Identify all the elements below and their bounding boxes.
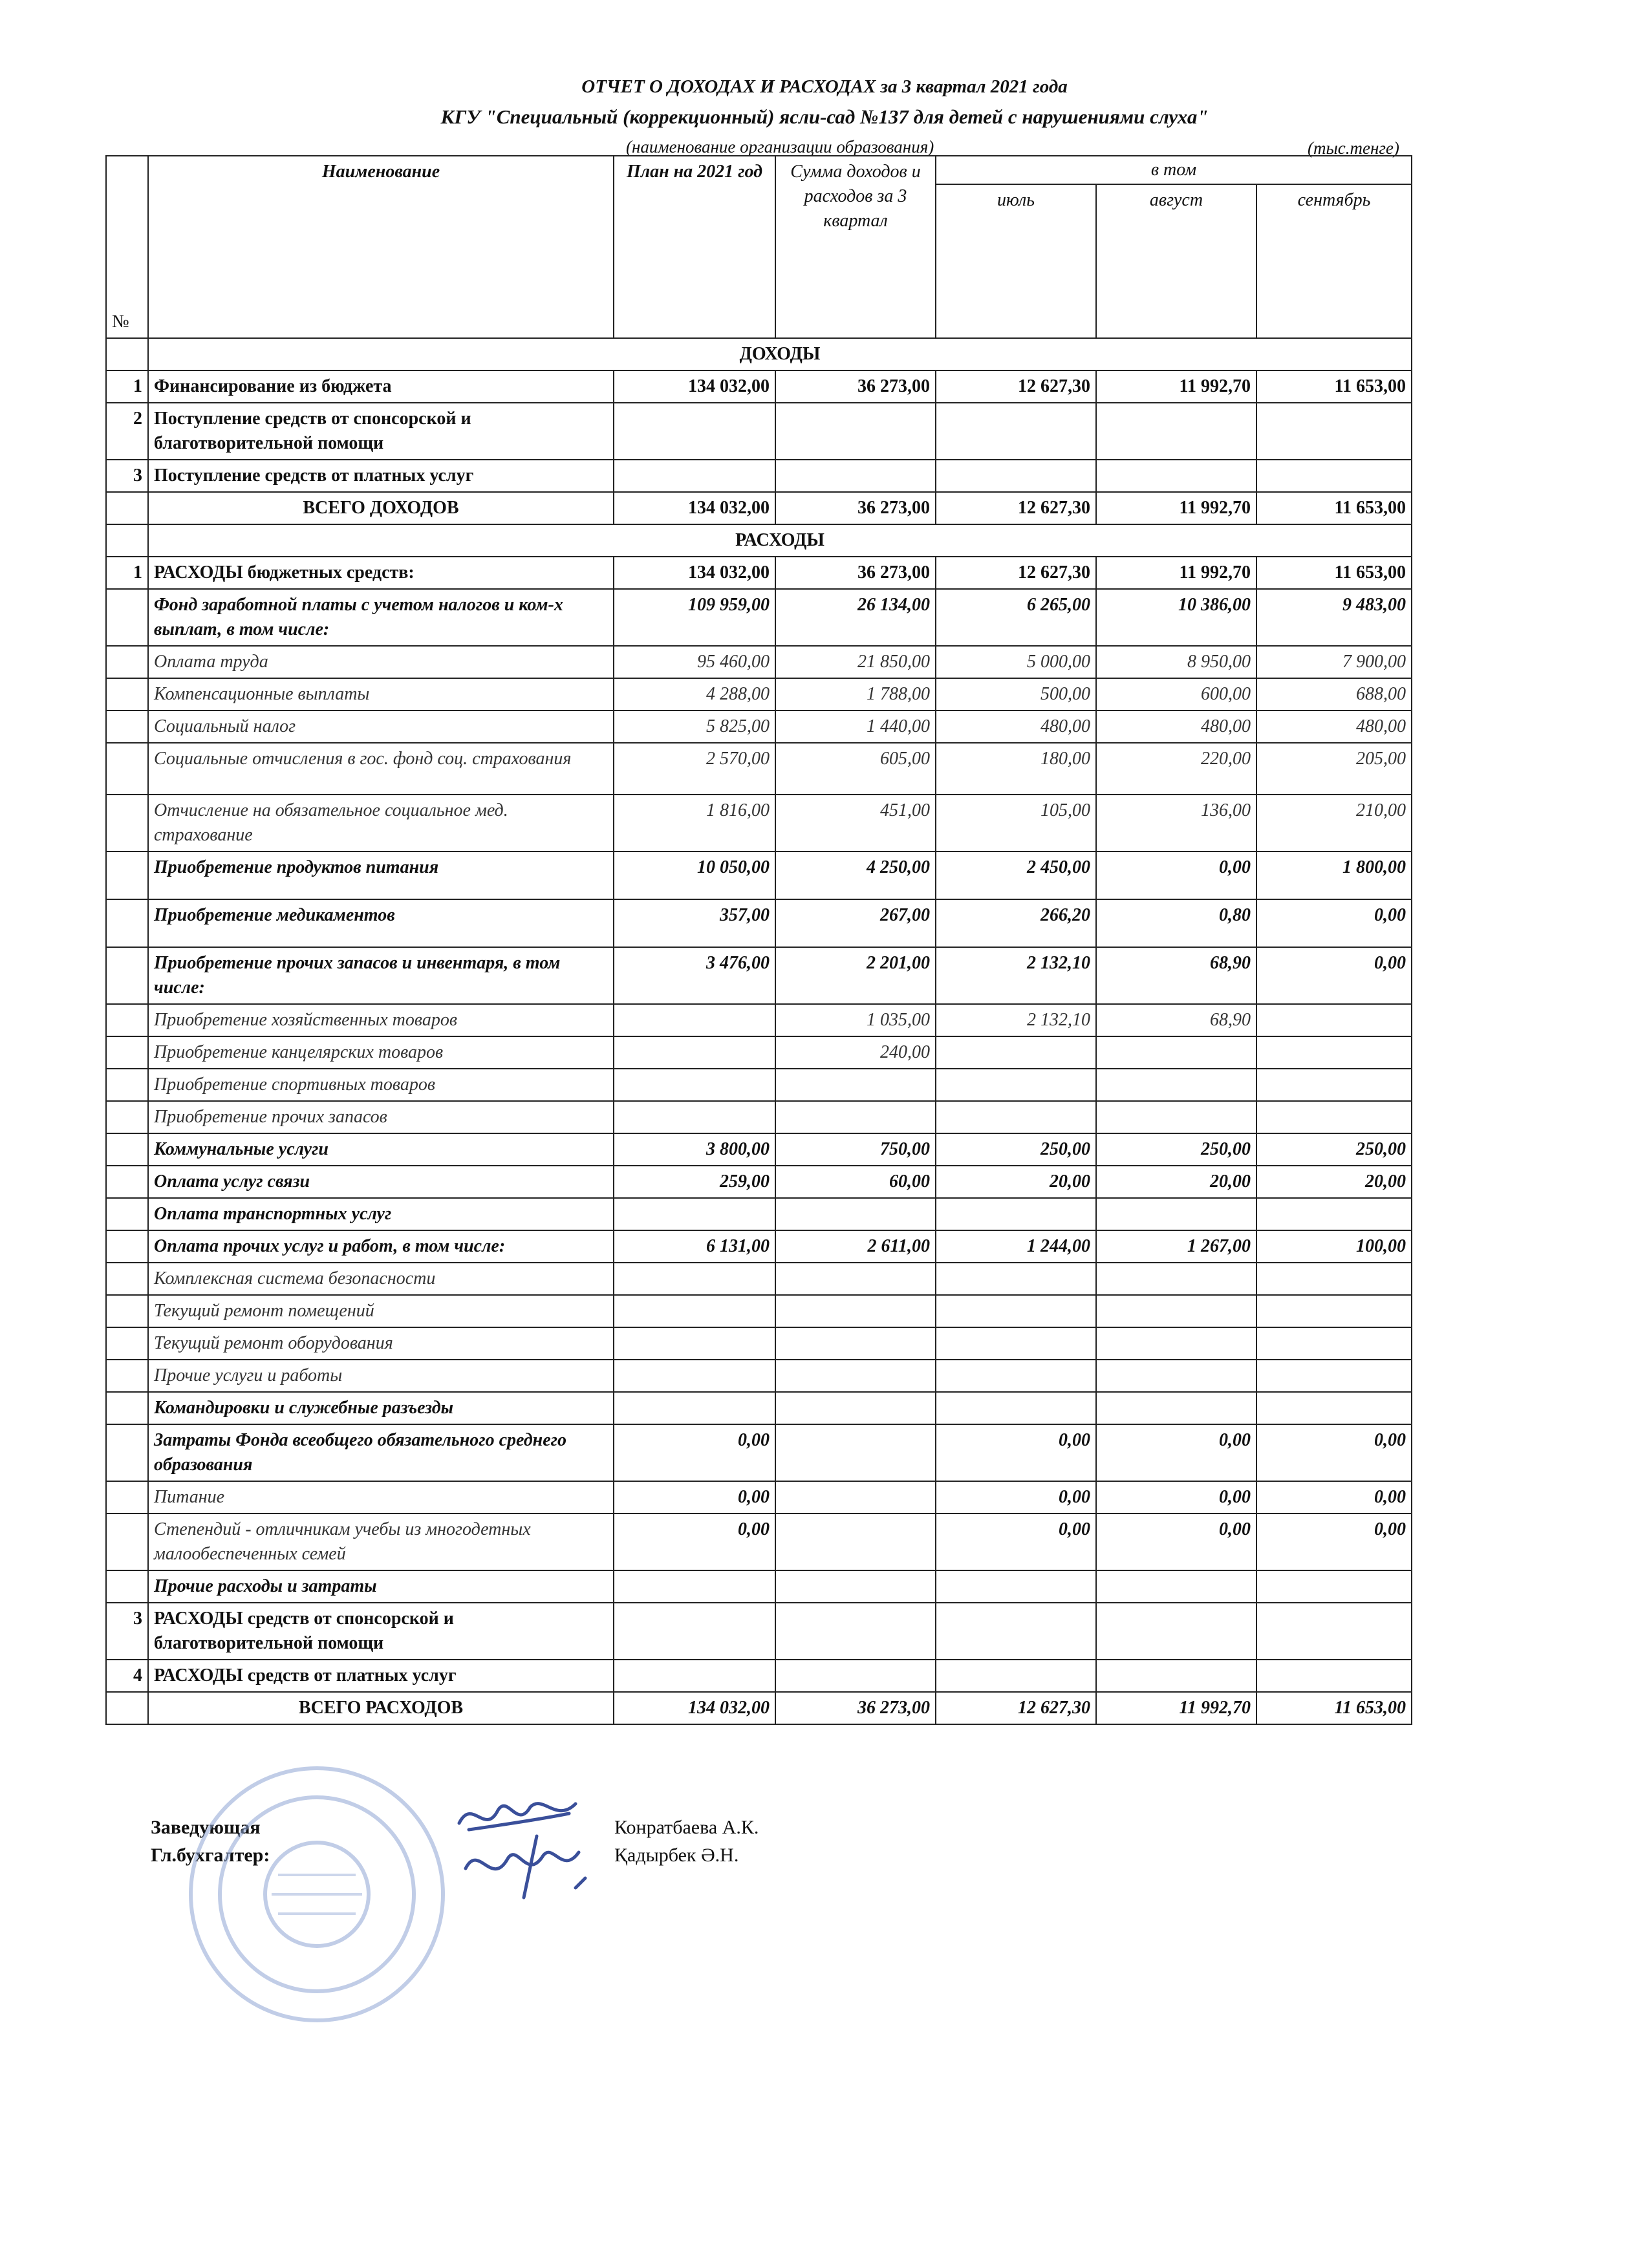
row-number [106, 1570, 148, 1603]
cell-plan: 357,00 [614, 899, 775, 947]
row-number: 4 [106, 1660, 148, 1692]
row-number [106, 1133, 148, 1166]
cell-sum: 605,00 [775, 743, 936, 795]
cell-m3: 20,00 [1256, 1166, 1412, 1198]
row-name: Прочие расходы и затраты [148, 1570, 614, 1603]
cell-plan [614, 403, 775, 460]
cell-m3 [1256, 1570, 1412, 1603]
table-row [106, 795, 1412, 851]
row-number [106, 1481, 148, 1514]
row-name: Степендий - отличникам учебы из многодетных малообеспеченных семей [148, 1514, 614, 1570]
cell-m3: 1 800,00 [1256, 851, 1412, 899]
cell-sum [775, 1198, 936, 1230]
cell-plan [614, 1295, 775, 1327]
row-name: Приобретение прочих запасов [148, 1101, 614, 1133]
cell-plan: 6 131,00 [614, 1230, 775, 1263]
table-row [106, 1004, 1412, 1036]
table-row [106, 711, 1412, 743]
col-july-header: июль [936, 184, 1096, 338]
cell-m2: 0,00 [1096, 1424, 1256, 1481]
cell-sum [775, 1481, 936, 1514]
row-name: ВСЕГО ДОХОДОВ [148, 492, 614, 524]
cell-m1: 0,00 [936, 1424, 1096, 1481]
table-row [106, 1392, 1412, 1424]
row-number [106, 1295, 148, 1327]
row-name: Питание [148, 1481, 614, 1514]
section-expense [106, 524, 1412, 557]
cell-m1 [936, 1392, 1096, 1424]
cell-m1 [936, 1660, 1096, 1692]
section-income-label: ДОХОДЫ [148, 338, 1412, 370]
table-row [106, 1660, 1412, 1692]
cell-plan [614, 1004, 775, 1036]
cell-m1: 6 265,00 [936, 589, 1096, 646]
row-name: РАСХОДЫ средств от спонсорской и благотворительной помощи [148, 1603, 614, 1660]
cell-plan [614, 1069, 775, 1101]
row-number [106, 1198, 148, 1230]
cell-m1: 12 627,30 [936, 1692, 1096, 1724]
row-name: Затраты Фонда всеобщего обязательного среднего образования [148, 1424, 614, 1481]
cell-sum [775, 1295, 936, 1327]
section-income [106, 338, 1412, 370]
row-name: Финансирование из бюджета [148, 370, 614, 403]
cell-sum [775, 403, 936, 460]
row-number [106, 678, 148, 711]
row-number [106, 1392, 148, 1424]
cell-sum: 1 035,00 [775, 1004, 936, 1036]
cell-plan: 3 800,00 [614, 1133, 775, 1166]
table-row [106, 646, 1412, 678]
report-title: ОТЧЕТ О ДОХОДАХ И РАСХОДАХ за 3 квартал 2021 года [581, 76, 1068, 97]
cell-plan: 259,00 [614, 1166, 775, 1198]
cell-m1: 105,00 [936, 795, 1096, 851]
cell-m1 [936, 1263, 1096, 1295]
cell-m1 [936, 1198, 1096, 1230]
cell-m1 [936, 460, 1096, 492]
cell-m3: 11 653,00 [1256, 370, 1412, 403]
cell-m3 [1256, 1004, 1412, 1036]
row-name: Прочие услуги и работы [148, 1360, 614, 1392]
table-row [106, 1230, 1412, 1263]
cell-sum: 750,00 [775, 1133, 936, 1166]
row-name: Социальный налог [148, 711, 614, 743]
cell-m1: 12 627,30 [936, 492, 1096, 524]
col-september-header: сентябрь [1256, 184, 1412, 338]
table-row [106, 1360, 1412, 1392]
row-name: РАСХОДЫ бюджетных средств: [148, 557, 614, 589]
cell-m3: 0,00 [1256, 1514, 1412, 1570]
cell-m1 [936, 1603, 1096, 1660]
cell-plan [614, 1036, 775, 1069]
row-number [106, 899, 148, 947]
row-number [106, 851, 148, 899]
accountant-signature-label: Гл.бухгалтер: [151, 1845, 270, 1866]
row-name: Приобретение медикаментов [148, 899, 614, 947]
row-name: Компенсационные выплаты [148, 678, 614, 711]
row-number [106, 795, 148, 851]
table-row [106, 899, 1412, 947]
row-name: Приобретение спортивных товаров [148, 1069, 614, 1101]
row-name: Оплата труда [148, 646, 614, 678]
cell-m2: 136,00 [1096, 795, 1256, 851]
cell-sum [775, 1514, 936, 1570]
cell-sum: 2 201,00 [775, 947, 936, 1004]
table-row [106, 1069, 1412, 1101]
cell-plan: 4 288,00 [614, 678, 775, 711]
cell-m3: 0,00 [1256, 1424, 1412, 1481]
cell-m1 [936, 1327, 1096, 1360]
table-row [106, 947, 1412, 1004]
row-name: Приобретение продуктов питания [148, 851, 614, 899]
cell-m3 [1256, 1069, 1412, 1101]
cell-m3 [1256, 1036, 1412, 1069]
table-row [106, 589, 1412, 646]
row-name: Приобретение канцелярских товаров [148, 1036, 614, 1069]
row-name: Поступление средств от спонсорской и благотворительной помощи [148, 403, 614, 460]
cell-plan: 0,00 [614, 1514, 775, 1570]
row-name: Приобретение хозяйственных товаров [148, 1004, 614, 1036]
cell-m3 [1256, 1360, 1412, 1392]
cell-m3: 480,00 [1256, 711, 1412, 743]
cell-plan [614, 1603, 775, 1660]
col-plan-header: План на 2021 год [614, 156, 775, 338]
cell-plan: 2 570,00 [614, 743, 775, 795]
row-number [106, 589, 148, 646]
cell-plan: 0,00 [614, 1481, 775, 1514]
cell-m2: 0,00 [1096, 1481, 1256, 1514]
cell-m1: 250,00 [936, 1133, 1096, 1166]
row-number [106, 1360, 148, 1392]
cell-m2: 480,00 [1096, 711, 1256, 743]
cell-m2 [1096, 460, 1256, 492]
cell-m2 [1096, 1036, 1256, 1069]
cell-m2: 8 950,00 [1096, 646, 1256, 678]
row-number [106, 646, 148, 678]
col-name-header: Наименование [148, 156, 614, 338]
cell-sum: 36 273,00 [775, 557, 936, 589]
cell-m3 [1256, 403, 1412, 460]
cell-m1: 0,00 [936, 1481, 1096, 1514]
table-row [106, 1036, 1412, 1069]
table-row [106, 460, 1412, 492]
cell-m3 [1256, 1327, 1412, 1360]
cell-plan: 109 959,00 [614, 589, 775, 646]
cell-m1 [936, 1360, 1096, 1392]
row-name: РАСХОДЫ средств от платных услуг [148, 1660, 614, 1692]
row-number [106, 1514, 148, 1570]
cell-plan [614, 1101, 775, 1133]
cell-m2: 220,00 [1096, 743, 1256, 795]
cell-m1: 2 132,10 [936, 947, 1096, 1004]
head-name: Конратбаева А.К. [614, 1817, 759, 1838]
cell-plan: 95 460,00 [614, 646, 775, 678]
cell-m1: 180,00 [936, 743, 1096, 795]
table-row [106, 1327, 1412, 1360]
table-row [106, 1166, 1412, 1198]
table-row [106, 1692, 1412, 1724]
cell-m3: 250,00 [1256, 1133, 1412, 1166]
col-sum-header: Сумма доходов и расходов за 3 квартал [775, 156, 936, 338]
cell-m3: 688,00 [1256, 678, 1412, 711]
cell-m3: 100,00 [1256, 1230, 1412, 1263]
cell-m1: 500,00 [936, 678, 1096, 711]
row-name: Оплата транспортных услуг [148, 1198, 614, 1230]
row-name: Приобретение прочих запасов и инвентаря, в том числе: [148, 947, 614, 1004]
head-signature-label: Заведующая [151, 1817, 261, 1838]
cell-m2 [1096, 1392, 1256, 1424]
cell-sum [775, 1360, 936, 1392]
cell-m2 [1096, 1603, 1256, 1660]
cell-m1: 1 244,00 [936, 1230, 1096, 1263]
row-number: 1 [106, 370, 148, 403]
organization-caption: (наименование организации образования) [626, 137, 934, 156]
cell-m2: 11 992,70 [1096, 492, 1256, 524]
cell-m3 [1256, 1101, 1412, 1133]
cell-sum [775, 460, 936, 492]
row-number [106, 1036, 148, 1069]
cell-plan [614, 1263, 775, 1295]
cell-m2: 20,00 [1096, 1166, 1256, 1198]
cell-sum [775, 1570, 936, 1603]
table-row [106, 557, 1412, 589]
row-number [106, 947, 148, 1004]
cell-sum: 1 440,00 [775, 711, 936, 743]
cell-m2 [1096, 1295, 1256, 1327]
row-number [106, 743, 148, 795]
cell-m2 [1096, 1660, 1256, 1692]
cell-sum: 36 273,00 [775, 492, 936, 524]
table-row [106, 1603, 1412, 1660]
table-row [106, 370, 1412, 403]
cell-sum: 60,00 [775, 1166, 936, 1198]
cell-m2: 11 992,70 [1096, 370, 1256, 403]
cell-m2: 68,90 [1096, 1004, 1256, 1036]
cell-m1: 2 132,10 [936, 1004, 1096, 1036]
row-name: Оплата прочих услуг и работ, в том числе: [148, 1230, 614, 1263]
cell-plan: 10 050,00 [614, 851, 775, 899]
stamp-seal-icon [181, 1759, 453, 2030]
cell-m3: 11 653,00 [1256, 557, 1412, 589]
cell-m3: 0,00 [1256, 947, 1412, 1004]
cell-plan: 1 816,00 [614, 795, 775, 851]
cell-m3 [1256, 1263, 1412, 1295]
section-expense-label: РАСХОДЫ [148, 524, 1412, 557]
table-row [106, 1481, 1412, 1514]
cell-m1: 20,00 [936, 1166, 1096, 1198]
cell-m1 [936, 1295, 1096, 1327]
cell-sum [775, 1660, 936, 1692]
row-number: 1 [106, 557, 148, 589]
cell-m2: 11 992,70 [1096, 1692, 1256, 1724]
row-number [106, 1424, 148, 1481]
cell-m2 [1096, 1263, 1256, 1295]
cell-m3 [1256, 1660, 1412, 1692]
cell-m1 [936, 1570, 1096, 1603]
table-row [106, 678, 1412, 711]
cell-sum: 240,00 [775, 1036, 936, 1069]
accountant-name: Қадырбек Ә.Н. [614, 1845, 739, 1866]
row-name: Поступление средств от платных услуг [148, 460, 614, 492]
cell-m2: 68,90 [1096, 947, 1256, 1004]
row-name: Текущий ремонт помещений [148, 1295, 614, 1327]
cell-m2: 0,00 [1096, 851, 1256, 899]
row-name: Коммунальные услуги [148, 1133, 614, 1166]
cell-m1: 12 627,30 [936, 557, 1096, 589]
cell-m2 [1096, 1198, 1256, 1230]
row-name: Командировки и служебные разъезды [148, 1392, 614, 1424]
cell-plan [614, 1360, 775, 1392]
row-name: Отчисление на обязательное социальное мед. страхование [148, 795, 614, 851]
cell-plan: 3 476,00 [614, 947, 775, 1004]
cell-sum: 36 273,00 [775, 370, 936, 403]
cell-sum: 2 611,00 [775, 1230, 936, 1263]
cell-m2 [1096, 1327, 1256, 1360]
cell-m3 [1256, 1295, 1412, 1327]
cell-m1: 2 450,00 [936, 851, 1096, 899]
row-name: Оплата услуг связи [148, 1166, 614, 1198]
cell-sum [775, 1263, 936, 1295]
cell-m3: 0,00 [1256, 1481, 1412, 1514]
signature-icon [446, 1791, 595, 1907]
cell-m3: 7 900,00 [1256, 646, 1412, 678]
cell-m2: 10 386,00 [1096, 589, 1256, 646]
row-number [106, 1327, 148, 1360]
row-name: ВСЕГО РАСХОДОВ [148, 1692, 614, 1724]
row-number [106, 1069, 148, 1101]
cell-sum [775, 1069, 936, 1101]
cell-m2 [1096, 1360, 1256, 1392]
cell-sum: 4 250,00 [775, 851, 936, 899]
row-name: Фонд заработной платы с учетом налогов и ком-х выплат, в том числе: [148, 589, 614, 646]
col-num-header: № [106, 156, 148, 338]
cell-m3: 0,00 [1256, 899, 1412, 947]
cell-m2: 250,00 [1096, 1133, 1256, 1166]
row-number: 3 [106, 1603, 148, 1660]
cell-plan: 5 825,00 [614, 711, 775, 743]
cell-plan: 134 032,00 [614, 492, 775, 524]
cell-sum [775, 1424, 936, 1481]
cell-sum [775, 1392, 936, 1424]
cell-m2: 0,80 [1096, 899, 1256, 947]
row-name: Социальные отчисления в гос. фонд соц. страхования [148, 743, 614, 795]
cell-m1 [936, 403, 1096, 460]
organization-name: КГУ "Специальный (коррекционный) ясли-сад №137 для детей с нарушениями слуха" [440, 105, 1209, 128]
cell-m1 [936, 1069, 1096, 1101]
table-row [106, 1570, 1412, 1603]
row-number [106, 1004, 148, 1036]
col-august-header: август [1096, 184, 1256, 338]
cell-m1: 480,00 [936, 711, 1096, 743]
table-row [106, 743, 1412, 795]
cell-sum: 21 850,00 [775, 646, 936, 678]
row-number [106, 1692, 148, 1724]
col-months-group: в том [936, 156, 1412, 184]
row-number [106, 711, 148, 743]
cell-m2: 600,00 [1096, 678, 1256, 711]
cell-plan: 134 032,00 [614, 370, 775, 403]
table-row [106, 492, 1412, 524]
row-number [106, 1101, 148, 1133]
table-row [106, 403, 1412, 460]
cell-m1: 5 000,00 [936, 646, 1096, 678]
cell-m1: 266,20 [936, 899, 1096, 947]
cell-m2 [1096, 1101, 1256, 1133]
cell-m2: 1 267,00 [1096, 1230, 1256, 1263]
table-row [106, 1263, 1412, 1295]
cell-plan [614, 1327, 775, 1360]
cell-m3 [1256, 1603, 1412, 1660]
row-number [106, 492, 148, 524]
report-table [105, 155, 1412, 1725]
cell-m2 [1096, 1069, 1256, 1101]
cell-m3: 11 653,00 [1256, 492, 1412, 524]
row-number [106, 1166, 148, 1198]
table-row [106, 1424, 1412, 1481]
cell-plan [614, 1570, 775, 1603]
cell-m1: 12 627,30 [936, 370, 1096, 403]
cell-m2 [1096, 403, 1256, 460]
table-row [106, 1133, 1412, 1166]
cell-m3 [1256, 1392, 1412, 1424]
cell-m3: 205,00 [1256, 743, 1412, 795]
cell-sum [775, 1603, 936, 1660]
cell-m2: 0,00 [1096, 1514, 1256, 1570]
cell-m3: 210,00 [1256, 795, 1412, 851]
table-row [106, 851, 1412, 899]
unit-label: (тыс.тенге) [1308, 138, 1399, 158]
cell-plan: 134 032,00 [614, 557, 775, 589]
row-number: 3 [106, 460, 148, 492]
cell-plan [614, 460, 775, 492]
table-row [106, 1198, 1412, 1230]
row-number [106, 1263, 148, 1295]
cell-sum: 26 134,00 [775, 589, 936, 646]
cell-m3 [1256, 460, 1412, 492]
cell-plan: 0,00 [614, 1424, 775, 1481]
row-name: Комплексная система безопасности [148, 1263, 614, 1295]
cell-m3: 11 653,00 [1256, 1692, 1412, 1724]
cell-sum [775, 1327, 936, 1360]
cell-plan [614, 1660, 775, 1692]
cell-plan [614, 1392, 775, 1424]
header-row [106, 156, 1412, 184]
cell-m3 [1256, 1198, 1412, 1230]
cell-sum: 451,00 [775, 795, 936, 851]
cell-plan [614, 1198, 775, 1230]
row-number [106, 1230, 148, 1263]
cell-m1 [936, 1036, 1096, 1069]
table-row [106, 1514, 1412, 1570]
row-name: Текущий ремонт оборудования [148, 1327, 614, 1360]
cell-sum: 36 273,00 [775, 1692, 936, 1724]
table-row [106, 1295, 1412, 1327]
cell-sum: 1 788,00 [775, 678, 936, 711]
cell-m1 [936, 1101, 1096, 1133]
cell-m3: 9 483,00 [1256, 589, 1412, 646]
row-number: 2 [106, 403, 148, 460]
cell-m2 [1096, 1570, 1256, 1603]
table-row [106, 1101, 1412, 1133]
cell-m2: 11 992,70 [1096, 557, 1256, 589]
cell-sum [775, 1101, 936, 1133]
cell-plan: 134 032,00 [614, 1692, 775, 1724]
cell-sum: 267,00 [775, 899, 936, 947]
cell-m1: 0,00 [936, 1514, 1096, 1570]
